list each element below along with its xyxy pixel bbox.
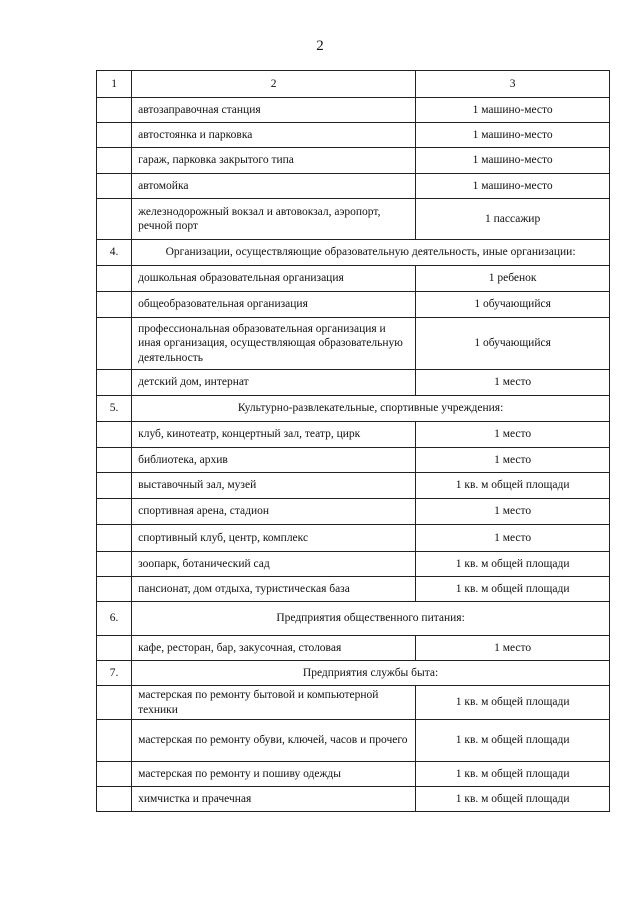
facility-name: автостоянка и парковка: [132, 123, 416, 148]
row-number-cell: [97, 577, 132, 602]
calculation-unit: 1 машино-место: [416, 123, 610, 148]
table-row: [97, 199, 610, 240]
calculation-unit: 1 кв. м общей площади: [416, 720, 610, 762]
facility-name: кафе, ресторан, бар, закусочная, столовая: [132, 636, 416, 661]
table-row: [97, 762, 610, 787]
table-row: [97, 787, 610, 812]
calculation-unit: 1 машино-место: [416, 148, 610, 174]
table-row: [97, 577, 610, 602]
section-title: Предприятия общественного питания:: [132, 602, 610, 636]
section-number: 4.: [97, 240, 132, 266]
calculation-unit: 1 место: [416, 422, 610, 448]
section-row: [97, 661, 610, 686]
calculation-unit: 1 ребенок: [416, 266, 610, 292]
table-header-row: [97, 71, 610, 98]
table-row: [97, 292, 610, 318]
row-number-cell: [97, 448, 132, 473]
calculation-unit: 1 место: [416, 499, 610, 525]
facility-name: мастерская по ремонту и пошиву одежды: [132, 762, 416, 787]
section-row: [97, 602, 610, 636]
facility-name: мастерская по ремонту бытовой и компьютерной техники: [132, 686, 416, 720]
calculation-unit: 1 кв. м общей площади: [416, 787, 610, 812]
table-row: [97, 148, 610, 174]
row-number-cell: [97, 552, 132, 577]
calculation-unit: 1 кв. м общей площади: [416, 473, 610, 499]
row-number-cell: [97, 174, 132, 199]
facility-name: клуб, кинотеатр, концертный зал, театр, цирк: [132, 422, 416, 448]
row-number-cell: [97, 686, 132, 720]
table-row: [97, 422, 610, 448]
calculation-unit: 1 кв. м общей площади: [416, 762, 610, 787]
calculation-unit: 1 кв. м общей площади: [416, 686, 610, 720]
table-row: [97, 525, 610, 552]
section-title: Организации, осуществляющие образовательную деятельность, иные организации:: [132, 240, 610, 266]
page-number: 2: [316, 38, 324, 54]
table-row: [97, 370, 610, 396]
table-row: [97, 720, 610, 762]
row-number-cell: [97, 525, 132, 552]
section-title: Культурно-развлекательные, спортивные учреждения:: [132, 396, 610, 422]
table-row: [97, 174, 610, 199]
header-col-1: 1: [97, 71, 132, 98]
row-number-cell: [97, 148, 132, 174]
table-row: [97, 499, 610, 525]
calculation-unit: 1 место: [416, 525, 610, 552]
facility-name: гараж, парковка закрытого типа: [132, 148, 416, 174]
facility-name: зоопарк, ботанический сад: [132, 552, 416, 577]
table-row: [97, 552, 610, 577]
calculation-unit: 1 кв. м общей площади: [416, 577, 610, 602]
facility-name: автозаправочная станция: [132, 98, 416, 123]
table-row: [97, 686, 610, 720]
row-number-cell: [97, 123, 132, 148]
facility-name: автомойка: [132, 174, 416, 199]
row-number-cell: [97, 318, 132, 370]
calculation-unit: 1 машино-место: [416, 174, 610, 199]
facility-name: общеобразовательная организация: [132, 292, 416, 318]
section-number: 6.: [97, 602, 132, 636]
facility-name: спортивный клуб, центр, комплекс: [132, 525, 416, 552]
row-number-cell: [97, 473, 132, 499]
facility-name: мастерская по ремонту обуви, ключей, часов и прочего: [132, 720, 416, 762]
section-title: Предприятия службы быта:: [132, 661, 610, 686]
table-row: [97, 448, 610, 473]
table-row: [97, 123, 610, 148]
row-number-cell: [97, 199, 132, 240]
table-row: [97, 473, 610, 499]
table-row: [97, 266, 610, 292]
table-row: [97, 98, 610, 123]
facility-name: спортивная арена, стадион: [132, 499, 416, 525]
header-col-3: 3: [416, 71, 610, 98]
row-number-cell: [97, 787, 132, 812]
calculation-unit: 1 обучающийся: [416, 292, 610, 318]
facility-name: химчистка и прачечная: [132, 787, 416, 812]
calculation-unit: 1 кв. м общей площади: [416, 552, 610, 577]
section-number: 5.: [97, 396, 132, 422]
calculation-unit: 1 машино-место: [416, 98, 610, 123]
calculation-unit: 1 обучающийся: [416, 318, 610, 370]
norms-table: [96, 70, 610, 812]
section-row: [97, 396, 610, 422]
calculation-unit: 1 место: [416, 636, 610, 661]
facility-name: железнодорожный вокзал и автовокзал, аэропорт, речной порт: [132, 199, 416, 240]
facility-name: профессиональная образовательная организация и иная организация, осуществляющая образовательную деятельность: [132, 318, 416, 370]
section-row: [97, 240, 610, 266]
row-number-cell: [97, 98, 132, 123]
row-number-cell: [97, 720, 132, 762]
row-number-cell: [97, 370, 132, 396]
calculation-unit: 1 пассажир: [416, 199, 610, 240]
row-number-cell: [97, 266, 132, 292]
section-number: 7.: [97, 661, 132, 686]
row-number-cell: [97, 636, 132, 661]
row-number-cell: [97, 292, 132, 318]
row-number-cell: [97, 762, 132, 787]
table-row: [97, 636, 610, 661]
facility-name: детский дом, интернат: [132, 370, 416, 396]
table-row: [97, 318, 610, 370]
header-col-2: 2: [132, 71, 416, 98]
facility-name: выставочный зал, музей: [132, 473, 416, 499]
row-number-cell: [97, 499, 132, 525]
row-number-cell: [97, 422, 132, 448]
facility-name: библиотека, архив: [132, 448, 416, 473]
calculation-unit: 1 место: [416, 370, 610, 396]
facility-name: пансионат, дом отдыха, туристическая база: [132, 577, 416, 602]
calculation-unit: 1 место: [416, 448, 610, 473]
facility-name: дошкольная образовательная организация: [132, 266, 416, 292]
